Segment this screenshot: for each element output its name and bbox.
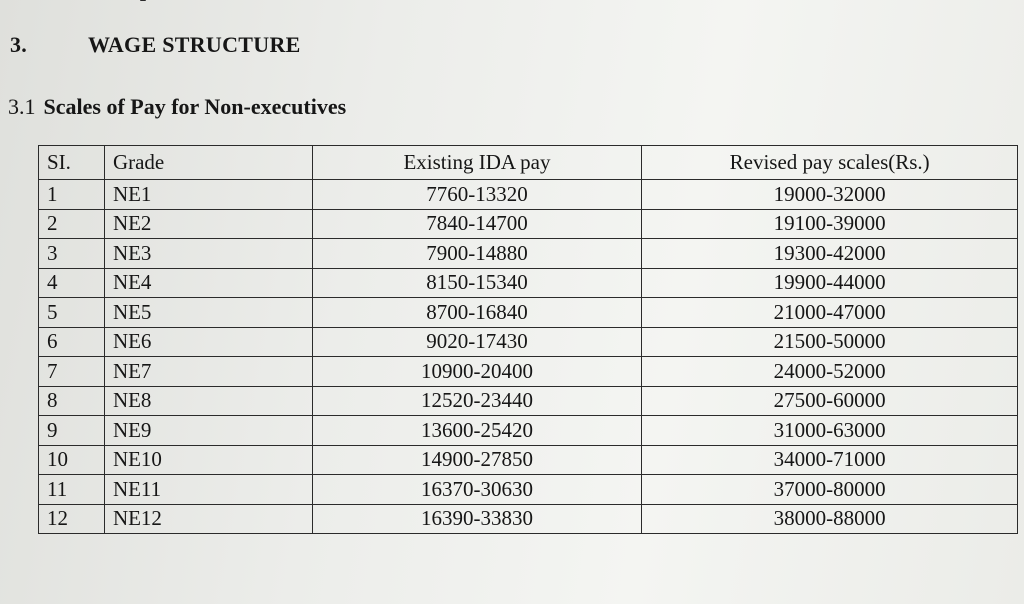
cell-sl: 11 xyxy=(39,475,105,505)
table-row xyxy=(39,386,1018,416)
cell-grade: NE7 xyxy=(104,357,312,387)
cell-existing-ida-pay: 7760-13320 xyxy=(312,180,642,210)
cell-sl: 6 xyxy=(39,327,105,357)
cell-existing-ida-pay: 7840-14700 xyxy=(312,209,642,239)
cell-existing-ida-pay: 8150-15340 xyxy=(312,268,642,298)
table-row xyxy=(39,445,1018,475)
table-row xyxy=(39,327,1018,357)
cell-revised-pay-scale: 19000-32000 xyxy=(642,180,1018,210)
table-row xyxy=(39,239,1018,269)
cell-grade: NE12 xyxy=(104,504,312,534)
cell-revised-pay-scale: 27500-60000 xyxy=(642,386,1018,416)
cell-existing-ida-pay: 10900-20400 xyxy=(312,357,642,387)
section-number: 3. xyxy=(10,32,28,57)
cell-grade: NE4 xyxy=(104,268,312,298)
table-row xyxy=(39,475,1018,505)
cell-revised-pay-scale: 19900-44000 xyxy=(642,268,1018,298)
header-sl: SI. xyxy=(39,146,105,180)
cell-revised-pay-scale: 21000-47000 xyxy=(642,298,1018,328)
table-row xyxy=(39,180,1018,210)
cell-revised-pay-scale: 19100-39000 xyxy=(642,209,1018,239)
header-existing-ida-pay: Existing IDA pay xyxy=(312,146,642,180)
table-header xyxy=(39,146,1018,180)
cell-sl: 1 xyxy=(39,180,105,210)
cell-sl: 8 xyxy=(39,386,105,416)
cell-grade: NE8 xyxy=(104,386,312,416)
cell-existing-ida-pay: 13600-25420 xyxy=(312,416,642,446)
cell-revised-pay-scale: 24000-52000 xyxy=(642,357,1018,387)
cell-grade: NE9 xyxy=(104,416,312,446)
header-revised-pay-scales: Revised pay scales(Rs.) xyxy=(642,146,1018,180)
section-title: WAGE STRUCTURE xyxy=(88,32,301,57)
pay-scales-table xyxy=(38,145,1018,534)
subsection-title: Scales of Pay for Non-executives xyxy=(43,94,347,119)
cell-existing-ida-pay: 9020-17430 xyxy=(312,327,642,357)
header-grade: Grade xyxy=(104,146,312,180)
cell-sl: 7 xyxy=(39,357,105,387)
cell-existing-ida-pay: 14900-27850 xyxy=(312,445,642,475)
cell-revised-pay-scale: 38000-88000 xyxy=(642,504,1018,534)
table-body xyxy=(39,180,1018,534)
cell-existing-ida-pay: 7900-14880 xyxy=(312,239,642,269)
cell-revised-pay-scale: 37000-80000 xyxy=(642,475,1018,505)
table-row xyxy=(39,209,1018,239)
cell-sl: 3 xyxy=(39,239,105,269)
table-row xyxy=(39,357,1018,387)
subsection-number: 3.1 xyxy=(8,94,36,119)
subsection-heading xyxy=(8,94,346,120)
cell-revised-pay-scale: 21500-50000 xyxy=(642,327,1018,357)
cell-existing-ida-pay: 16370-30630 xyxy=(312,475,642,505)
cell-grade: NE5 xyxy=(104,298,312,328)
cell-sl: 10 xyxy=(39,445,105,475)
section-heading xyxy=(10,32,301,58)
cell-sl: 4 xyxy=(39,268,105,298)
cell-grade: NE1 xyxy=(104,180,312,210)
table-row xyxy=(39,268,1018,298)
cell-revised-pay-scale: 34000-71000 xyxy=(642,445,1018,475)
cell-grade: NE6 xyxy=(104,327,312,357)
cell-sl: 9 xyxy=(39,416,105,446)
cell-sl: 2 xyxy=(39,209,105,239)
table-header-row xyxy=(39,146,1018,180)
cell-revised-pay-scale: 19300-42000 xyxy=(642,239,1018,269)
table-row xyxy=(39,504,1018,534)
cell-existing-ida-pay: 16390-33830 xyxy=(312,504,642,534)
cell-grade: NE2 xyxy=(104,209,312,239)
cell-grade: NE10 xyxy=(104,445,312,475)
cell-grade: NE11 xyxy=(104,475,312,505)
table-row xyxy=(39,298,1018,328)
cell-sl: 12 xyxy=(39,504,105,534)
cropped-text-fragment xyxy=(140,0,280,2)
table-row xyxy=(39,416,1018,446)
cell-existing-ida-pay: 12520-23440 xyxy=(312,386,642,416)
cell-sl: 5 xyxy=(39,298,105,328)
cell-grade: NE3 xyxy=(104,239,312,269)
cell-existing-ida-pay: 8700-16840 xyxy=(312,298,642,328)
cell-revised-pay-scale: 31000-63000 xyxy=(642,416,1018,446)
